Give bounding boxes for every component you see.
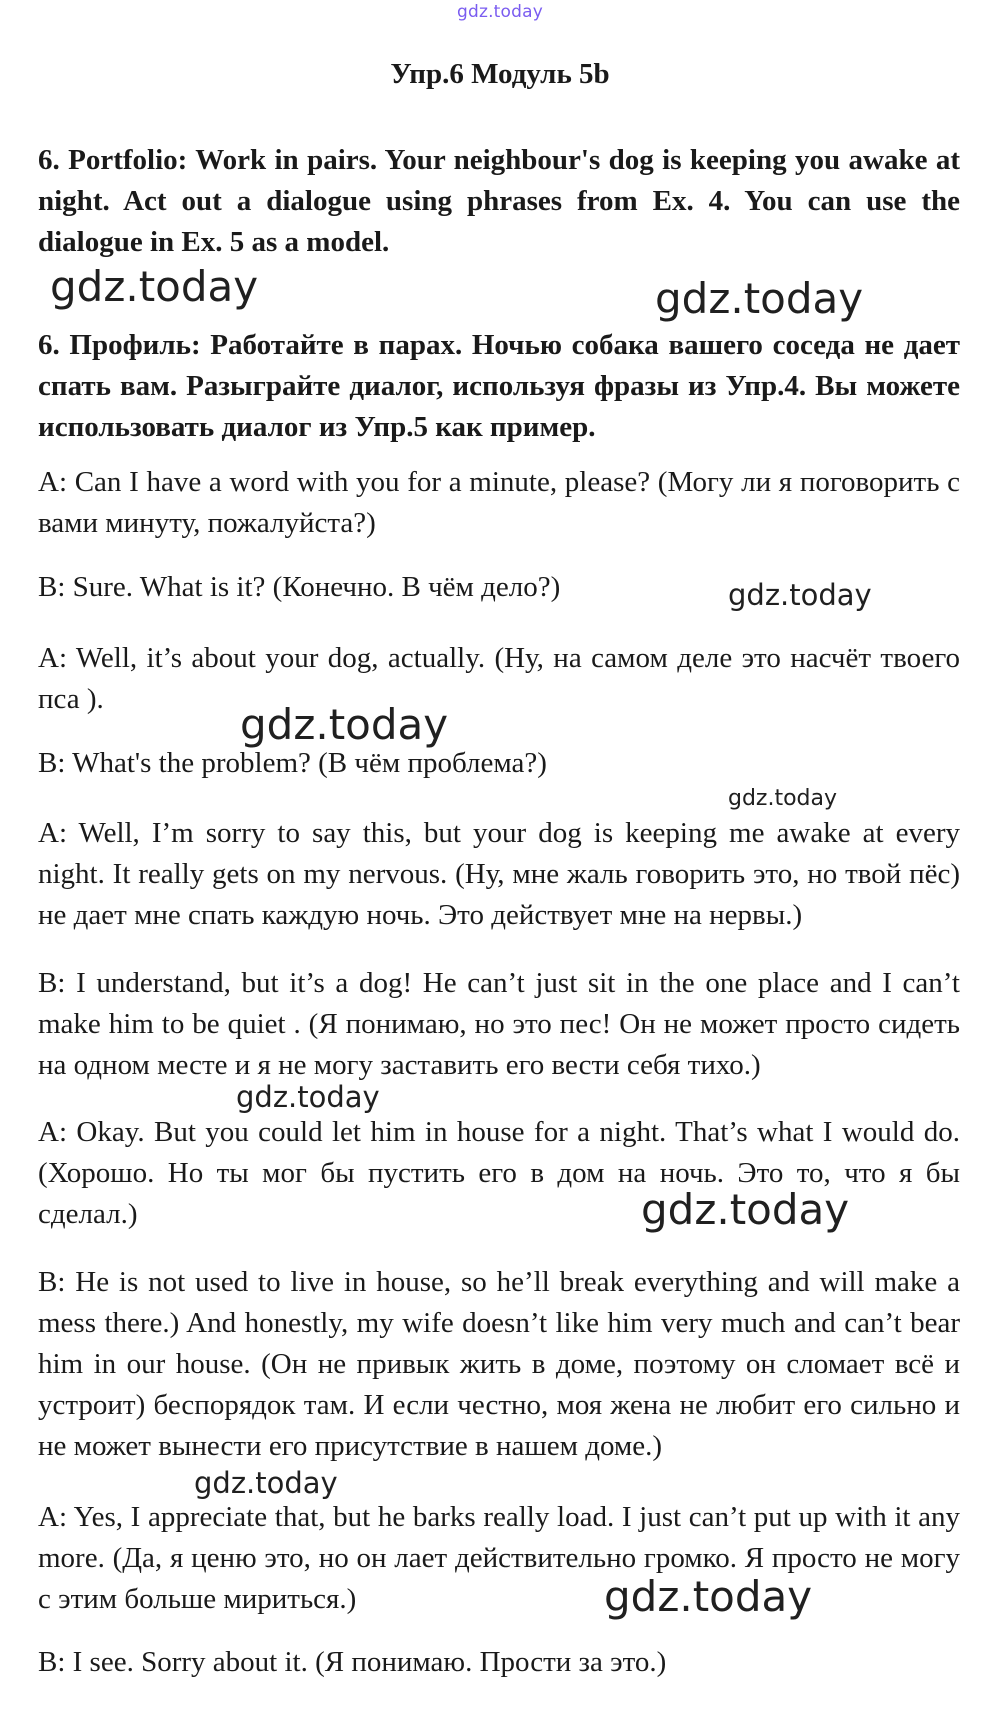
watermark: gdz.today [240, 700, 449, 749]
dialogue-line-1: A: Can I have a word with you for a minute, please? (Могу ли я поговорить с вами минуту, пожалуйста?) [38, 466, 960, 539]
watermark: gdz.today [604, 1572, 813, 1621]
watermark: gdz.today [655, 274, 864, 323]
dialogue-line-2: B: Sure. What is it? (Конечно. В чём дело?) [38, 571, 561, 603]
task-english: 6. Portfolio: Work in pairs. Your neighbour's dog is keeping you awake at night. Act out a dialogue using phrases from Ex. 4. You can use the dialogue in Ex. 5 as a model. [38, 144, 960, 258]
dialogue-line-3: A: Well, it’s about your dog, actually. (Ну, на самом деле это насчёт твоего пса ). [38, 642, 960, 715]
page-title: Упр.6 Модуль 5b [390, 58, 610, 90]
watermark: gdz.today [236, 1080, 380, 1114]
site-mark: gdz.today [456, 2, 544, 22]
dialogue-line-5: A: Well, I’m sorry to say this, but your dog is keeping me awake at every night. It really gets on my nervous. (Ну, мне жаль говорить это, но твой пёс) не дает мне спать каждую ночь. Это действует мне на нервы.) [38, 817, 960, 931]
watermark: gdz.today [728, 578, 872, 612]
dialogue-line-8: B: He is not used to live in house, so he’ll break everything and will make a mess there.) And honestly, my wife doesn’t like him very much and can’t bear him in our house. (Он не привык жить в доме, поэтому он сломает всё и устроит) беспорядок там. И если честно, моя жена не любит его сильно и не может вынести его присутствие в нашем доме.) [38, 1266, 960, 1462]
task-russian: 6. Профиль: Работайте в парах. Ночью собака вашего соседа не дает спать вам. Разыграйте диалог, используя фразы из Упр.4. Вы можете использовать диалог из Упр.5 как пример. [38, 329, 960, 443]
dialogue-line-4: B: What's the problem? (В чём проблема?) [38, 747, 547, 779]
watermark: gdz.today [728, 786, 838, 811]
dialogue-line-10: B: I see. Sorry about it. (Я понимаю. Прости за это.) [38, 1646, 667, 1678]
watermark: gdz.today [50, 262, 259, 311]
dialogue-line-6: B: I understand, but it’s a dog! He can’t just sit in the one place and I can’t make him to be quiet . (Я понимаю, но это пес! Он не может просто сидеть на одном месте и я не могу заставить его вести себя тихо.) [38, 967, 960, 1081]
dialogue-line-9: A: Yes, I appreciate that, but he barks really load. I just can’t put up with it any more. (Да, я ценю это, но он лает действительно громко. Я просто не могу с этим больше мириться.) [38, 1501, 960, 1615]
watermark: gdz.today [194, 1466, 338, 1500]
dialogue-line-7: A: Okay. But you could let him in house for a night. That’s what I would do. (Хорошо. Но ты мог бы пустить его в дом на ночь. Это то, что я бы сделал.) [38, 1116, 960, 1230]
watermark: gdz.today [641, 1185, 850, 1234]
